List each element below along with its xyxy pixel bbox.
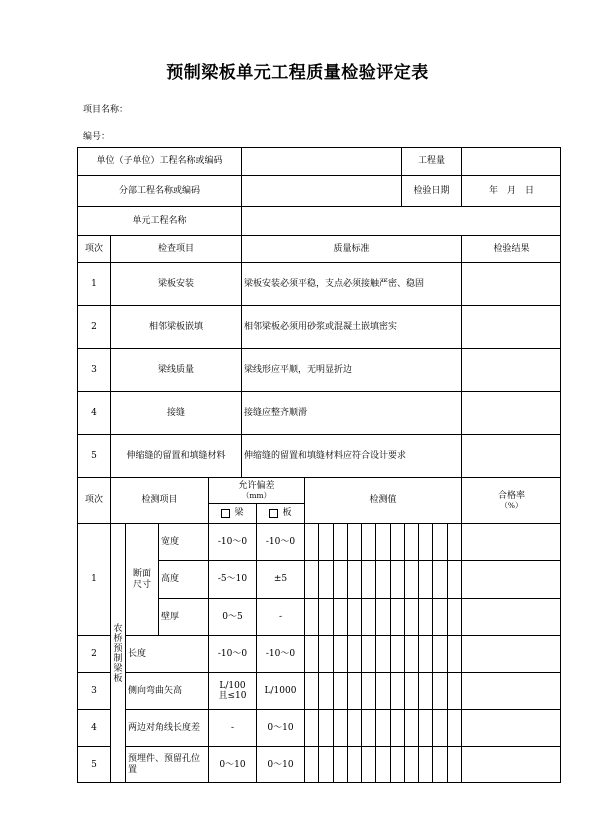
measured-value-cell[interactable] [361, 709, 375, 746]
measured-value-cell[interactable] [333, 635, 347, 672]
measured-value-cell[interactable] [304, 598, 318, 635]
measure-item-name: 预埋件、预留孔位置 [125, 746, 208, 783]
measured-value-cell[interactable] [333, 560, 347, 598]
measured-value-cell[interactable] [447, 672, 461, 709]
measure-item-no: 2 [77, 635, 110, 672]
pass-rate-cell[interactable] [461, 523, 561, 560]
inspection-date-value[interactable]: 年 月 日 [461, 175, 561, 206]
measured-value-cell[interactable] [304, 746, 318, 783]
beam-checkbox[interactable] [221, 509, 230, 518]
slab-tolerance: 0～10 [256, 746, 304, 783]
measured-value-cell[interactable] [404, 746, 418, 783]
measured-value-cell[interactable] [375, 672, 390, 709]
measured-value-cell[interactable] [447, 523, 461, 560]
measured-value-cell[interactable] [432, 560, 447, 598]
slab-tolerance: - [256, 598, 304, 635]
measured-value-cell[interactable] [375, 635, 390, 672]
measure-group-text [113, 624, 122, 684]
measured-value-cell[interactable] [375, 746, 390, 783]
check-col-standard: 质量标准 [241, 235, 461, 262]
measured-value-cell[interactable] [447, 598, 461, 635]
tolerance-beam-header [208, 503, 256, 523]
measured-value-cell[interactable] [418, 709, 432, 746]
quantity-value[interactable] [461, 147, 561, 175]
check-item-standard: 梁板安装必须平稳，支点必须接触严密、稳固 [241, 262, 461, 305]
serial-number-label: 编号： [83, 132, 111, 142]
measured-value-cell[interactable] [375, 709, 390, 746]
check-col-no: 项次 [77, 235, 110, 262]
section-size-label: 断面尺寸 [125, 523, 158, 635]
slab-label: 板 [282, 508, 292, 518]
check-item-result[interactable] [461, 348, 561, 391]
measure-item-name: 侧向弯曲矢高 [125, 672, 208, 709]
measured-value-cell[interactable] [333, 672, 347, 709]
measured-value-cell[interactable] [418, 598, 432, 635]
measured-value-cell[interactable] [318, 672, 333, 709]
measured-value-cell[interactable] [432, 746, 447, 783]
measured-value-cell[interactable] [404, 709, 418, 746]
measure-col-item: 检测项目 [110, 477, 208, 523]
measured-value-cell[interactable] [318, 523, 333, 560]
measure-item-name: 高度 [158, 560, 208, 598]
measured-value-cell[interactable] [404, 635, 418, 672]
measured-value-cell[interactable] [318, 598, 333, 635]
slab-tolerance: -10～0 [256, 523, 304, 560]
measure-item-no: 3 [77, 672, 110, 709]
tolerance-slab-header [256, 503, 304, 523]
quantity-label: 工程量 [401, 147, 461, 175]
measured-value-cell[interactable] [333, 709, 347, 746]
measured-value-cell[interactable] [375, 598, 390, 635]
measured-value-cell[interactable] [447, 560, 461, 598]
pass-rate-label: 合格率 [497, 490, 525, 501]
measure-item-name: 宽度 [158, 523, 208, 560]
measure-item-name: 长度 [125, 635, 208, 672]
measured-value-cell[interactable] [361, 560, 375, 598]
measured-value-cell[interactable] [361, 746, 375, 783]
measure-group-char: 桥 [113, 633, 123, 644]
measured-value-cell[interactable] [318, 709, 333, 746]
measure-group-char: 板 [113, 673, 123, 684]
unit-name-value[interactable] [241, 206, 561, 235]
beam-tolerance: - [208, 709, 256, 746]
measured-value-cell[interactable] [347, 598, 361, 635]
measure-col-no: 项次 [77, 477, 110, 523]
check-item-result[interactable] [461, 434, 561, 477]
check-item-result[interactable] [461, 391, 561, 434]
measured-value-cell[interactable] [390, 598, 404, 635]
check-item-name: 相邻梁板嵌填 [110, 305, 241, 348]
measure-col-pass-rate [461, 477, 561, 523]
check-item-standard: 梁线形应平顺，无明显折边 [241, 348, 461, 391]
check-item-standard: 相邻梁板必须用砂浆或混凝土嵌填密实 [241, 305, 461, 348]
measured-value-cell[interactable] [404, 598, 418, 635]
beam-tolerance: 0～5 [208, 598, 256, 635]
measured-value-cell[interactable] [347, 672, 361, 709]
measured-value-cell[interactable] [333, 746, 347, 783]
measured-value-cell[interactable] [304, 709, 318, 746]
measured-value-cell[interactable] [404, 672, 418, 709]
pass-rate-cell[interactable] [461, 560, 561, 598]
check-item-no: 4 [77, 391, 110, 434]
measured-value-cell[interactable] [361, 523, 375, 560]
check-item-name: 梁板安装 [110, 262, 241, 305]
check-item-no: 1 [77, 262, 110, 305]
measure-item-name: 壁厚 [158, 598, 208, 635]
measured-value-cell[interactable] [432, 709, 447, 746]
sub-project-value[interactable] [241, 175, 401, 206]
measured-value-cell[interactable] [347, 635, 361, 672]
unit-project-label: 单位（子单位）工程名称或编码 [77, 147, 241, 175]
measure-col-tolerance [208, 477, 304, 503]
measured-value-cell[interactable] [390, 672, 404, 709]
pass-rate-cell[interactable] [461, 598, 561, 635]
measured-value-cell[interactable] [432, 523, 447, 560]
slab-tolerance: L/1000 [256, 672, 304, 709]
pass-rate-cell[interactable] [461, 746, 561, 783]
measured-value-cell[interactable] [418, 746, 432, 783]
check-item-no: 3 [77, 348, 110, 391]
measured-value-cell[interactable] [390, 709, 404, 746]
beam-tolerance: -5～10 [208, 560, 256, 598]
measured-value-cell[interactable] [304, 523, 318, 560]
pass-rate-cell[interactable] [461, 709, 561, 746]
beam-tolerance: -10～0 [208, 635, 256, 672]
beam-tolerance: L/100 且≤10 [208, 672, 256, 709]
measured-value-cell[interactable] [390, 635, 404, 672]
measured-value-cell[interactable] [333, 598, 347, 635]
measured-value-cell[interactable] [447, 635, 461, 672]
measured-value-cell[interactable] [361, 672, 375, 709]
measured-value-cell[interactable] [447, 746, 461, 783]
inspection-table [77, 147, 561, 783]
measured-value-cell[interactable] [418, 523, 432, 560]
measured-value-cell[interactable] [404, 560, 418, 598]
measured-value-cell[interactable] [404, 523, 418, 560]
measured-value-cell[interactable] [318, 560, 333, 598]
measured-value-cell[interactable] [304, 672, 318, 709]
tolerance-unit: （mm） [241, 490, 272, 500]
measured-value-cell[interactable] [375, 523, 390, 560]
measured-value-cell[interactable] [432, 635, 447, 672]
measure-group-char: 制 [113, 653, 123, 664]
check-col-item: 检查项目 [110, 235, 241, 262]
measured-value-cell[interactable] [418, 635, 432, 672]
measured-value-cell[interactable] [347, 746, 361, 783]
check-item-no: 2 [77, 305, 110, 348]
measured-value-cell[interactable] [333, 523, 347, 560]
sub-project-label: 分部工程名称或编码 [77, 175, 241, 206]
pass-rate-cell[interactable] [461, 635, 561, 672]
check-item-result[interactable] [461, 262, 561, 305]
measure-item-name: 两边对角线长度差 [125, 709, 208, 746]
measure-item-no: 5 [77, 746, 110, 783]
inspection-date-label: 检验日期 [401, 175, 461, 206]
unit-name-label: 单元工程名称 [77, 206, 241, 235]
measure-item-no: 4 [77, 709, 110, 746]
measure-group-char: 梁 [113, 663, 123, 674]
measured-value-cell[interactable] [390, 560, 404, 598]
table-border-left [77, 147, 78, 783]
measured-value-cell[interactable] [375, 560, 390, 598]
pass-rate-unit: （%） [500, 500, 523, 510]
measured-value-cell[interactable] [390, 746, 404, 783]
measured-value-cell[interactable] [361, 635, 375, 672]
slab-tolerance: 0～10 [256, 709, 304, 746]
check-item-no: 5 [77, 434, 110, 477]
measured-value-cell[interactable] [304, 560, 318, 598]
measured-value-cell[interactable] [347, 560, 361, 598]
measured-value-cell[interactable] [318, 635, 333, 672]
measured-value-cell[interactable] [418, 672, 432, 709]
measured-value-cell[interactable] [447, 709, 461, 746]
measured-value-cell[interactable] [347, 709, 361, 746]
measured-value-cell[interactable] [318, 746, 333, 783]
measure-item-no: 1 [77, 523, 110, 635]
check-item-standard: 接缝应整齐顺滑 [241, 391, 461, 434]
slab-tolerance: -10～0 [256, 635, 304, 672]
unit-project-value[interactable] [241, 147, 401, 175]
measured-value-cell[interactable] [432, 672, 447, 709]
beam-tolerance: -10～0 [208, 523, 256, 560]
measured-value-cell[interactable] [390, 523, 404, 560]
pass-rate-cell[interactable] [461, 672, 561, 709]
measure-group-char: 农 [113, 623, 123, 634]
measure-col-measured: 检测值 [304, 477, 461, 523]
check-item-standard: 伸缩缝的留置和填缝材料应符合设计要求 [241, 434, 461, 477]
form-title: 预制梁板单元工程质量检验评定表 [166, 63, 429, 83]
slab-checkbox[interactable] [269, 509, 278, 518]
check-item-name: 伸缩缝的留置和填缝材料 [110, 434, 241, 477]
beam-tolerance: 0～10 [208, 746, 256, 783]
check-item-name: 接缝 [110, 391, 241, 434]
measured-value-cell[interactable] [304, 635, 318, 672]
tolerance-label: 允许偏差 [238, 480, 275, 491]
measured-value-cell[interactable] [347, 523, 361, 560]
check-item-result[interactable] [461, 305, 561, 348]
measure-group-char: 预 [113, 643, 123, 654]
check-col-result: 检验结果 [461, 235, 561, 262]
slab-tolerance: ±5 [256, 560, 304, 598]
project-name-label: 项目名称： [83, 105, 129, 115]
measured-value-cell[interactable] [418, 560, 432, 598]
measured-value-cell[interactable] [361, 598, 375, 635]
measured-value-cell[interactable] [432, 598, 447, 635]
check-item-name: 梁线质量 [110, 348, 241, 391]
measure-group-label [110, 523, 125, 783]
beam-label: 梁 [234, 508, 244, 518]
